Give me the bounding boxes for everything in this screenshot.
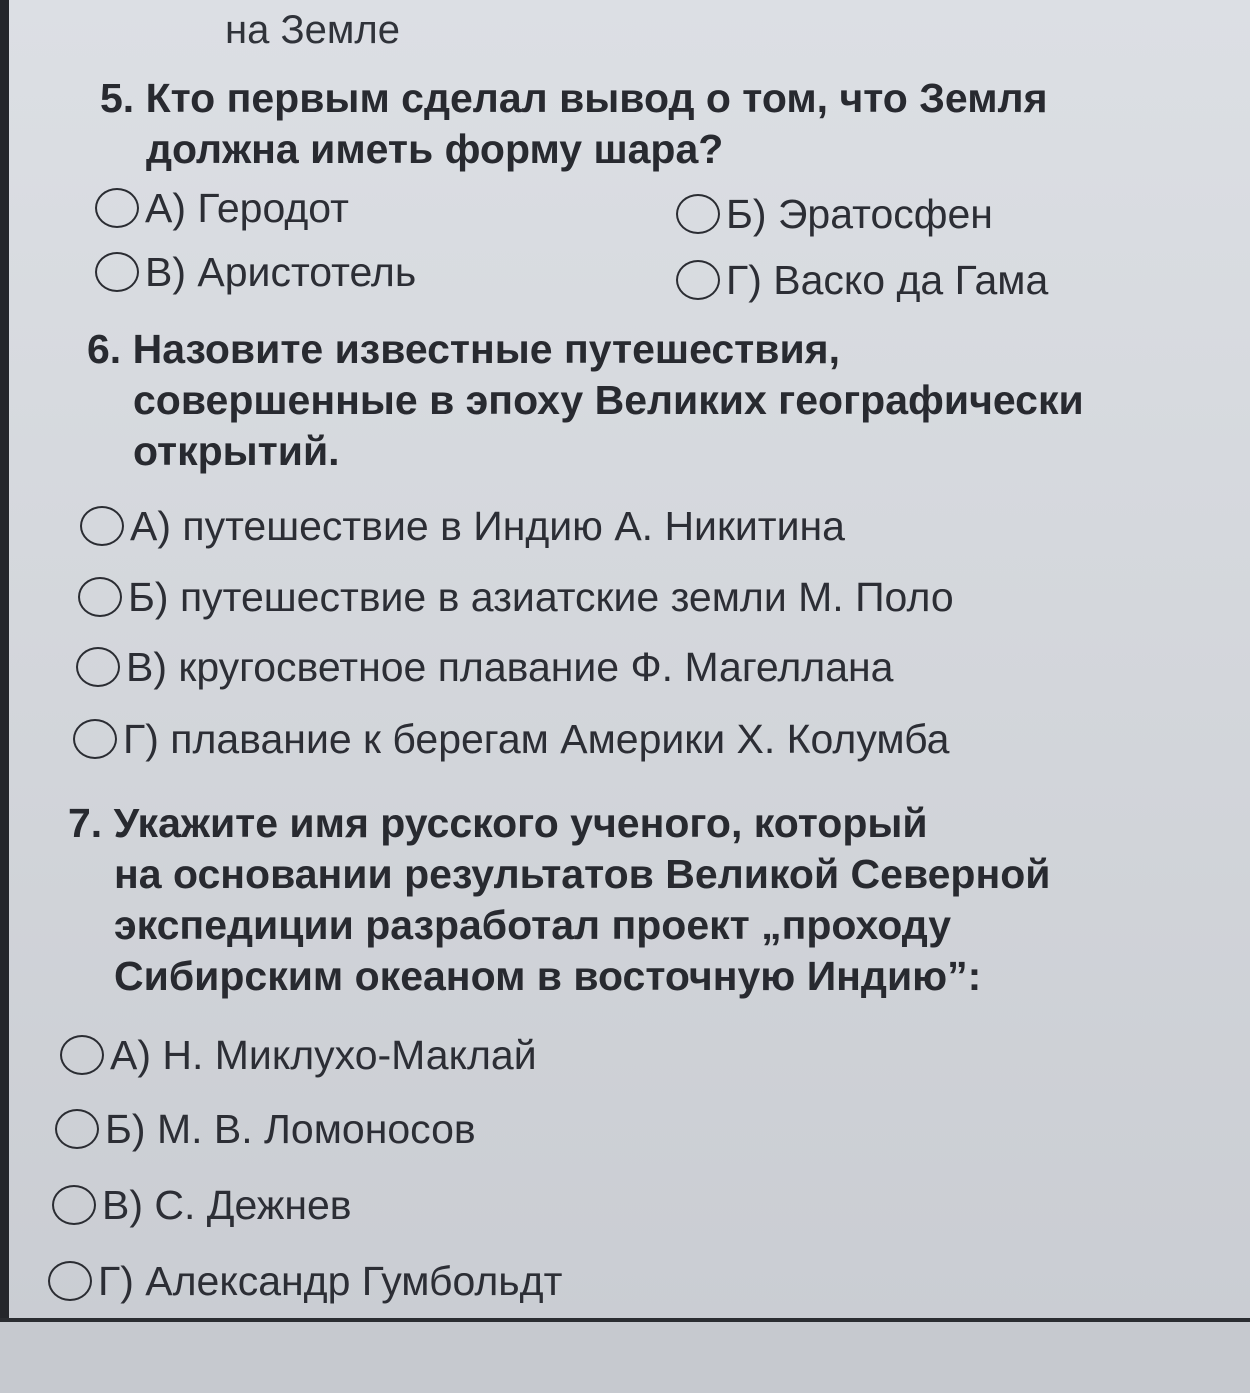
option-label: В) Аристотель [145,249,417,295]
option-6c[interactable] [76,643,893,691]
radio-circle-icon[interactable] [676,260,720,300]
option-5b[interactable] [676,190,993,238]
question-text-line: экспедиции разработал проект „проходу [114,902,952,948]
question-text-line: Сибирским океаном в восточную Индию”: [114,953,982,999]
question-5 [100,73,1048,175]
option-label: В) С. Дежнев [102,1182,352,1228]
radio-circle-icon[interactable] [95,188,139,228]
radio-circle-icon[interactable] [73,719,117,759]
radio-circle-icon[interactable] [60,1035,104,1075]
left-border-line [0,0,9,1320]
option-label: Б) путешествие в азиатские земли М. Поло [128,574,954,620]
question-text-line: Укажите имя русского ученого, который [113,800,928,846]
option-6a[interactable] [80,502,845,550]
radio-circle-icon[interactable] [48,1261,92,1301]
radio-circle-icon[interactable] [78,577,122,617]
option-7a[interactable] [60,1031,537,1079]
radio-circle-icon[interactable] [76,647,120,687]
question-number: 7. [68,800,103,846]
option-7b[interactable] [55,1105,476,1153]
radio-circle-icon[interactable] [676,194,720,234]
question-number: 6. [87,326,122,372]
radio-circle-icon[interactable] [80,506,124,546]
option-label: А) Н. Миклухо-Маклай [110,1032,537,1078]
option-label: Г) плавание к берегам Америки Х. Колумба [123,716,950,762]
question-text-line: должна иметь форму шара? [146,126,724,172]
option-7d[interactable] [48,1257,562,1305]
radio-circle-icon[interactable] [52,1185,96,1225]
option-5d[interactable] [676,256,1048,304]
option-7c[interactable] [52,1181,352,1229]
previous-answer-tail: на Земле [225,8,400,52]
option-label: Б) Эратосфен [726,191,993,237]
bottom-page-strip [0,1322,1250,1393]
option-6d[interactable] [73,715,949,763]
radio-circle-icon[interactable] [95,252,139,292]
option-label: А) Геродот [145,185,349,231]
option-6b[interactable] [78,573,954,621]
radio-circle-icon[interactable] [55,1109,99,1149]
option-label: А) путешествие в Индию А. Никитина [130,503,845,549]
question-text-line: на основании результатов Великой Северной [114,851,1051,897]
question-7 [68,798,1051,1002]
question-6 [87,324,1084,477]
question-text-line: Кто первым сделал вывод о том, что Земля [145,75,1048,121]
question-number: 5. [100,75,135,121]
option-5c[interactable] [95,248,416,296]
option-5a[interactable] [95,184,349,232]
question-text-line: Назовите известные путешествия, [132,326,840,372]
option-label: Б) М. В. Ломоносов [105,1106,476,1152]
option-label: Г) Васко да Гама [726,257,1049,303]
question-text-line: совершенные в эпоху Великих географически [133,377,1084,423]
option-label: Г) Александр Гумбольдт [98,1258,563,1304]
question-text-line: открытий. [133,428,340,474]
option-label: В) кругосветное плавание Ф. Магеллана [126,644,894,690]
